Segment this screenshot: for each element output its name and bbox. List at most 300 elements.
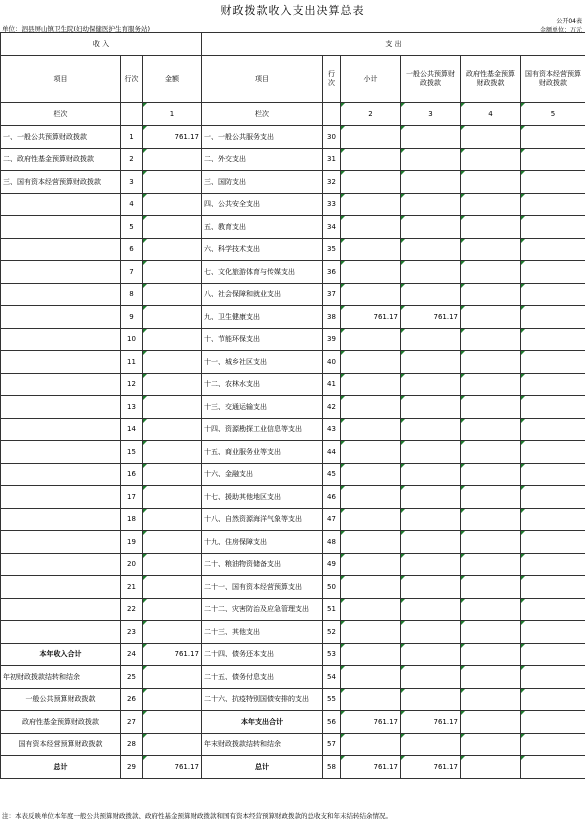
expense-state [521, 396, 585, 419]
expense-general [401, 261, 461, 284]
table-row [1, 508, 585, 531]
expense-fund [461, 238, 521, 261]
income-item [1, 463, 121, 486]
lanci-3: 3 [401, 103, 461, 126]
expense-line: 46 [323, 486, 341, 509]
table-row [1, 396, 585, 419]
expense-subtotal [341, 238, 401, 261]
income-line: 6 [121, 238, 143, 261]
expense-general [401, 328, 461, 351]
expense-general: 761.17 [401, 756, 461, 779]
table-row [1, 373, 585, 396]
col-fund-budget: 政府性基金预算财政拨款 [461, 56, 521, 103]
table-row [1, 193, 585, 216]
income-item [1, 621, 121, 644]
expense-state [521, 621, 585, 644]
income-line: 7 [121, 261, 143, 284]
expense-line: 42 [323, 396, 341, 419]
table-row [1, 756, 585, 779]
amount-unit: 金额单位：万元 [539, 27, 582, 34]
col-item-right: 项目 [202, 56, 323, 103]
expense-state [521, 756, 585, 779]
expense-item: 本年支出合计 [202, 711, 323, 734]
income-amount: 761.17 [143, 643, 202, 666]
table-row [1, 126, 585, 149]
income-amount [143, 283, 202, 306]
income-amount [143, 261, 202, 284]
expense-item: 七、文化旅游体育与传媒支出 [202, 261, 323, 284]
income-amount [143, 508, 202, 531]
expense-line: 40 [323, 351, 341, 374]
expense-state [521, 351, 585, 374]
expense-state [521, 733, 585, 756]
income-amount [143, 486, 202, 509]
expense-general [401, 193, 461, 216]
income-item [1, 418, 121, 441]
income-amount [143, 396, 202, 419]
expense-subtotal [341, 643, 401, 666]
expense-general [401, 148, 461, 171]
table-row [1, 418, 585, 441]
expense-fund [461, 508, 521, 531]
expense-state [521, 373, 585, 396]
income-amount [143, 351, 202, 374]
expense-general [401, 643, 461, 666]
expense-subtotal: 761.17 [341, 711, 401, 734]
income-line: 2 [121, 148, 143, 171]
income-amount [143, 733, 202, 756]
expense-general [401, 531, 461, 554]
income-amount [143, 216, 202, 239]
income-amount [143, 171, 202, 194]
expense-state [521, 306, 585, 329]
lanci-blank-right [323, 103, 341, 126]
col-line: 行次 [121, 56, 143, 103]
table-row [1, 216, 585, 239]
expense-fund [461, 261, 521, 284]
expense-state [521, 576, 585, 599]
income-amount [143, 306, 202, 329]
expense-fund [461, 666, 521, 689]
income-item: 年初财政拨款结转和结余 [1, 666, 121, 689]
expense-line: 53 [323, 643, 341, 666]
income-item [1, 216, 121, 239]
income-line: 29 [121, 756, 143, 779]
expense-general: 761.17 [401, 306, 461, 329]
expense-general [401, 441, 461, 464]
table-row [1, 576, 585, 599]
lanci-right: 栏次 [202, 103, 323, 126]
income-amount: 761.17 [143, 756, 202, 779]
table-row [1, 328, 585, 351]
expense-line: 30 [323, 126, 341, 149]
expense-line: 57 [323, 733, 341, 756]
expense-subtotal [341, 486, 401, 509]
expense-state [521, 148, 585, 171]
income-amount [143, 576, 202, 599]
expense-fund [461, 171, 521, 194]
lanci-left: 栏次 [1, 103, 121, 126]
table-row [1, 711, 585, 734]
expense-item: 八、社会保障和就业支出 [202, 283, 323, 306]
income-amount [143, 531, 202, 554]
expense-item: 二十二、灾害防治及应急管理支出 [202, 598, 323, 621]
income-line: 22 [121, 598, 143, 621]
expense-fund [461, 598, 521, 621]
expense-fund [461, 688, 521, 711]
expense-state [521, 126, 585, 149]
expense-general [401, 733, 461, 756]
expense-item: 四、公共安全支出 [202, 193, 323, 216]
lanci-1: 1 [143, 103, 202, 126]
expense-general [401, 576, 461, 599]
expense-fund [461, 711, 521, 734]
expense-subtotal: 761.17 [341, 756, 401, 779]
expense-general [401, 598, 461, 621]
page-title: 财政拨款收入支出决算总表 [220, 4, 365, 17]
expense-general [401, 486, 461, 509]
expense-state [521, 193, 585, 216]
expense-general [401, 688, 461, 711]
expense-fund [461, 733, 521, 756]
expense-fund [461, 643, 521, 666]
expense-subtotal [341, 193, 401, 216]
expense-item: 五、教育支出 [202, 216, 323, 239]
income-line: 16 [121, 463, 143, 486]
income-line: 20 [121, 553, 143, 576]
col-line-right: 行次 [323, 56, 341, 103]
income-amount [143, 238, 202, 261]
expense-line: 45 [323, 463, 341, 486]
income-line: 25 [121, 666, 143, 689]
expense-general [401, 508, 461, 531]
income-item [1, 396, 121, 419]
expense-item: 二十四、债务还本支出 [202, 643, 323, 666]
income-item: 二、政府性基金预算财政拨款 [1, 148, 121, 171]
expense-item: 二十五、债务付息支出 [202, 666, 323, 689]
expense-line: 36 [323, 261, 341, 284]
income-line: 10 [121, 328, 143, 351]
income-amount [143, 711, 202, 734]
expense-line: 56 [323, 711, 341, 734]
expense-item: 十、节能环保支出 [202, 328, 323, 351]
income-line: 12 [121, 373, 143, 396]
income-item: 总计 [1, 756, 121, 779]
income-item [1, 486, 121, 509]
expense-subtotal [341, 148, 401, 171]
expense-line: 43 [323, 418, 341, 441]
expense-general [401, 463, 461, 486]
col-amount: 金额 [143, 56, 202, 103]
income-line: 26 [121, 688, 143, 711]
expense-subtotal [341, 418, 401, 441]
expense-fund [461, 441, 521, 464]
expense-subtotal [341, 598, 401, 621]
expense-item: 十二、农林水支出 [202, 373, 323, 396]
income-amount [143, 328, 202, 351]
expense-general [401, 283, 461, 306]
expense-general [401, 216, 461, 239]
expense-fund [461, 621, 521, 644]
income-item: 三、国有资本经营预算财政拨款 [1, 171, 121, 194]
expense-fund [461, 373, 521, 396]
table-row [1, 486, 585, 509]
table-row [1, 238, 585, 261]
income-line: 14 [121, 418, 143, 441]
expense-state [521, 508, 585, 531]
income-line: 1 [121, 126, 143, 149]
expense-state [521, 711, 585, 734]
income-amount [143, 666, 202, 689]
expense-item: 总计 [202, 756, 323, 779]
expense-subtotal [341, 441, 401, 464]
income-item [1, 508, 121, 531]
table-row [1, 733, 585, 756]
table-row [1, 688, 585, 711]
expense-state [521, 418, 585, 441]
expense-state [521, 598, 585, 621]
income-item: 政府性基金预算财政拨款 [1, 711, 121, 734]
income-item [1, 283, 121, 306]
expense-fund [461, 553, 521, 576]
income-amount [143, 373, 202, 396]
income-line: 15 [121, 441, 143, 464]
expense-item: 二、外交支出 [202, 148, 323, 171]
expense-item: 十一、城乡社区支出 [202, 351, 323, 374]
expense-subtotal [341, 508, 401, 531]
expense-general [401, 171, 461, 194]
expense-general [401, 238, 461, 261]
income-item [1, 598, 121, 621]
expense-subtotal [341, 373, 401, 396]
expense-fund [461, 351, 521, 374]
income-amount [143, 463, 202, 486]
expense-subtotal [341, 576, 401, 599]
expense-line: 44 [323, 441, 341, 464]
income-item [1, 238, 121, 261]
income-line: 23 [121, 621, 143, 644]
table-row [1, 171, 585, 194]
expense-line: 58 [323, 756, 341, 779]
expense-general [401, 418, 461, 441]
income-line: 11 [121, 351, 143, 374]
expense-subtotal [341, 396, 401, 419]
expense-item: 二十三、其他支出 [202, 621, 323, 644]
expense-item: 二十、粮油物资储备支出 [202, 553, 323, 576]
expense-fund [461, 531, 521, 554]
expense-fund [461, 193, 521, 216]
income-item: 本年收入合计 [1, 643, 121, 666]
budget-summary-table [0, 32, 585, 779]
income-amount [143, 598, 202, 621]
expense-line: 41 [323, 373, 341, 396]
expense-item: 十九、住房保障支出 [202, 531, 323, 554]
expense-fund [461, 306, 521, 329]
col-state-capital: 国有资本经营预算财政拨款 [521, 56, 585, 103]
expense-subtotal [341, 553, 401, 576]
income-item [1, 553, 121, 576]
expense-subtotal [341, 531, 401, 554]
expense-state [521, 666, 585, 689]
expense-state [521, 531, 585, 554]
table-row [1, 553, 585, 576]
expense-line: 48 [323, 531, 341, 554]
income-amount [143, 148, 202, 171]
income-amount [143, 193, 202, 216]
expense-general [401, 666, 461, 689]
table-code: 公开04表 [556, 18, 582, 25]
expense-fund [461, 148, 521, 171]
unit-name: 单位：泗县屏山镇卫生院(妇幼保健医护生育服务站) [2, 25, 151, 33]
table-row [1, 351, 585, 374]
expense-line: 39 [323, 328, 341, 351]
expense-line: 31 [323, 148, 341, 171]
expense-subtotal [341, 666, 401, 689]
expense-line: 50 [323, 576, 341, 599]
expense-item: 十五、商业服务业等支出 [202, 441, 323, 464]
expense-line: 33 [323, 193, 341, 216]
income-line: 3 [121, 171, 143, 194]
expense-item: 一、一般公共服务支出 [202, 126, 323, 149]
expense-subtotal [341, 171, 401, 194]
income-header: 收 入 [1, 33, 202, 56]
table-row [1, 283, 585, 306]
expense-fund [461, 283, 521, 306]
expense-fund [461, 463, 521, 486]
income-line: 19 [121, 531, 143, 554]
expense-fund [461, 328, 521, 351]
lanci-4: 4 [461, 103, 521, 126]
income-item [1, 193, 121, 216]
income-line: 27 [121, 711, 143, 734]
expense-state [521, 238, 585, 261]
income-amount [143, 418, 202, 441]
table-row [1, 441, 585, 464]
income-amount: 761.17 [143, 126, 202, 149]
income-line: 28 [121, 733, 143, 756]
expense-item: 九、卫生健康支出 [202, 306, 323, 329]
income-line: 24 [121, 643, 143, 666]
expense-line: 55 [323, 688, 341, 711]
expense-item: 十三、交通运输支出 [202, 396, 323, 419]
income-item [1, 261, 121, 284]
income-amount [143, 688, 202, 711]
expense-subtotal [341, 463, 401, 486]
expense-general [401, 621, 461, 644]
income-line: 8 [121, 283, 143, 306]
lanci-5: 5 [521, 103, 585, 126]
table-row [1, 643, 585, 666]
expense-general: 761.17 [401, 711, 461, 734]
table-row [1, 463, 585, 486]
income-line: 13 [121, 396, 143, 419]
expense-fund [461, 418, 521, 441]
income-line: 18 [121, 508, 143, 531]
table-row [1, 666, 585, 689]
expense-state [521, 328, 585, 351]
table-row [1, 306, 585, 329]
expense-state [521, 553, 585, 576]
expense-general [401, 553, 461, 576]
col-subtotal: 小计 [341, 56, 401, 103]
expense-line: 32 [323, 171, 341, 194]
expense-subtotal [341, 328, 401, 351]
col-item: 项目 [1, 56, 121, 103]
expense-item: 十四、资源勘探工业信息等支出 [202, 418, 323, 441]
expense-line: 51 [323, 598, 341, 621]
expense-general [401, 351, 461, 374]
expense-item: 年末财政拨款结转和结余 [202, 733, 323, 756]
expense-subtotal [341, 351, 401, 374]
expense-fund [461, 756, 521, 779]
expense-subtotal [341, 216, 401, 239]
expense-state [521, 486, 585, 509]
table-row [1, 148, 585, 171]
expense-state [521, 283, 585, 306]
expense-item: 三、国防支出 [202, 171, 323, 194]
expense-state [521, 171, 585, 194]
income-item: 一般公共预算财政拨款 [1, 688, 121, 711]
expense-general [401, 396, 461, 419]
income-item [1, 373, 121, 396]
footnote: 注：本表反映单位本年度一般公共预算财政拨款、政府性基金预算财政拨款和国有资本经营预算财政拨款的总收支和年末结转结余情况。 [2, 812, 392, 820]
expense-header: 支 出 [202, 33, 585, 56]
table-row [1, 598, 585, 621]
income-line: 21 [121, 576, 143, 599]
income-line: 4 [121, 193, 143, 216]
expense-item: 二十六、抗疫特别国债安排的支出 [202, 688, 323, 711]
expense-line: 52 [323, 621, 341, 644]
expense-subtotal: 761.17 [341, 306, 401, 329]
expense-fund [461, 126, 521, 149]
expense-subtotal [341, 688, 401, 711]
expense-line: 49 [323, 553, 341, 576]
income-item [1, 531, 121, 554]
expense-state [521, 216, 585, 239]
col-general-budget: 一般公共预算财政拨款 [401, 56, 461, 103]
lanci-2: 2 [341, 103, 401, 126]
expense-subtotal [341, 733, 401, 756]
lanci-blank [121, 103, 143, 126]
income-amount [143, 553, 202, 576]
expense-general [401, 126, 461, 149]
income-line: 5 [121, 216, 143, 239]
income-line: 17 [121, 486, 143, 509]
expense-item: 二十一、国有资本经营预算支出 [202, 576, 323, 599]
expense-item: 十七、援助其他地区支出 [202, 486, 323, 509]
expense-fund [461, 486, 521, 509]
expense-item: 十八、自然资源海洋气象等支出 [202, 508, 323, 531]
expense-state [521, 261, 585, 284]
income-item [1, 328, 121, 351]
expense-line: 35 [323, 238, 341, 261]
expense-item: 六、科学技术支出 [202, 238, 323, 261]
table-row [1, 531, 585, 554]
income-item [1, 576, 121, 599]
expense-line: 34 [323, 216, 341, 239]
expense-subtotal [341, 621, 401, 644]
expense-state [521, 643, 585, 666]
table-body [1, 126, 585, 779]
expense-state [521, 463, 585, 486]
income-item [1, 441, 121, 464]
income-item [1, 306, 121, 329]
expense-line: 47 [323, 508, 341, 531]
income-item [1, 351, 121, 374]
expense-state [521, 688, 585, 711]
expense-line: 38 [323, 306, 341, 329]
income-line: 9 [121, 306, 143, 329]
